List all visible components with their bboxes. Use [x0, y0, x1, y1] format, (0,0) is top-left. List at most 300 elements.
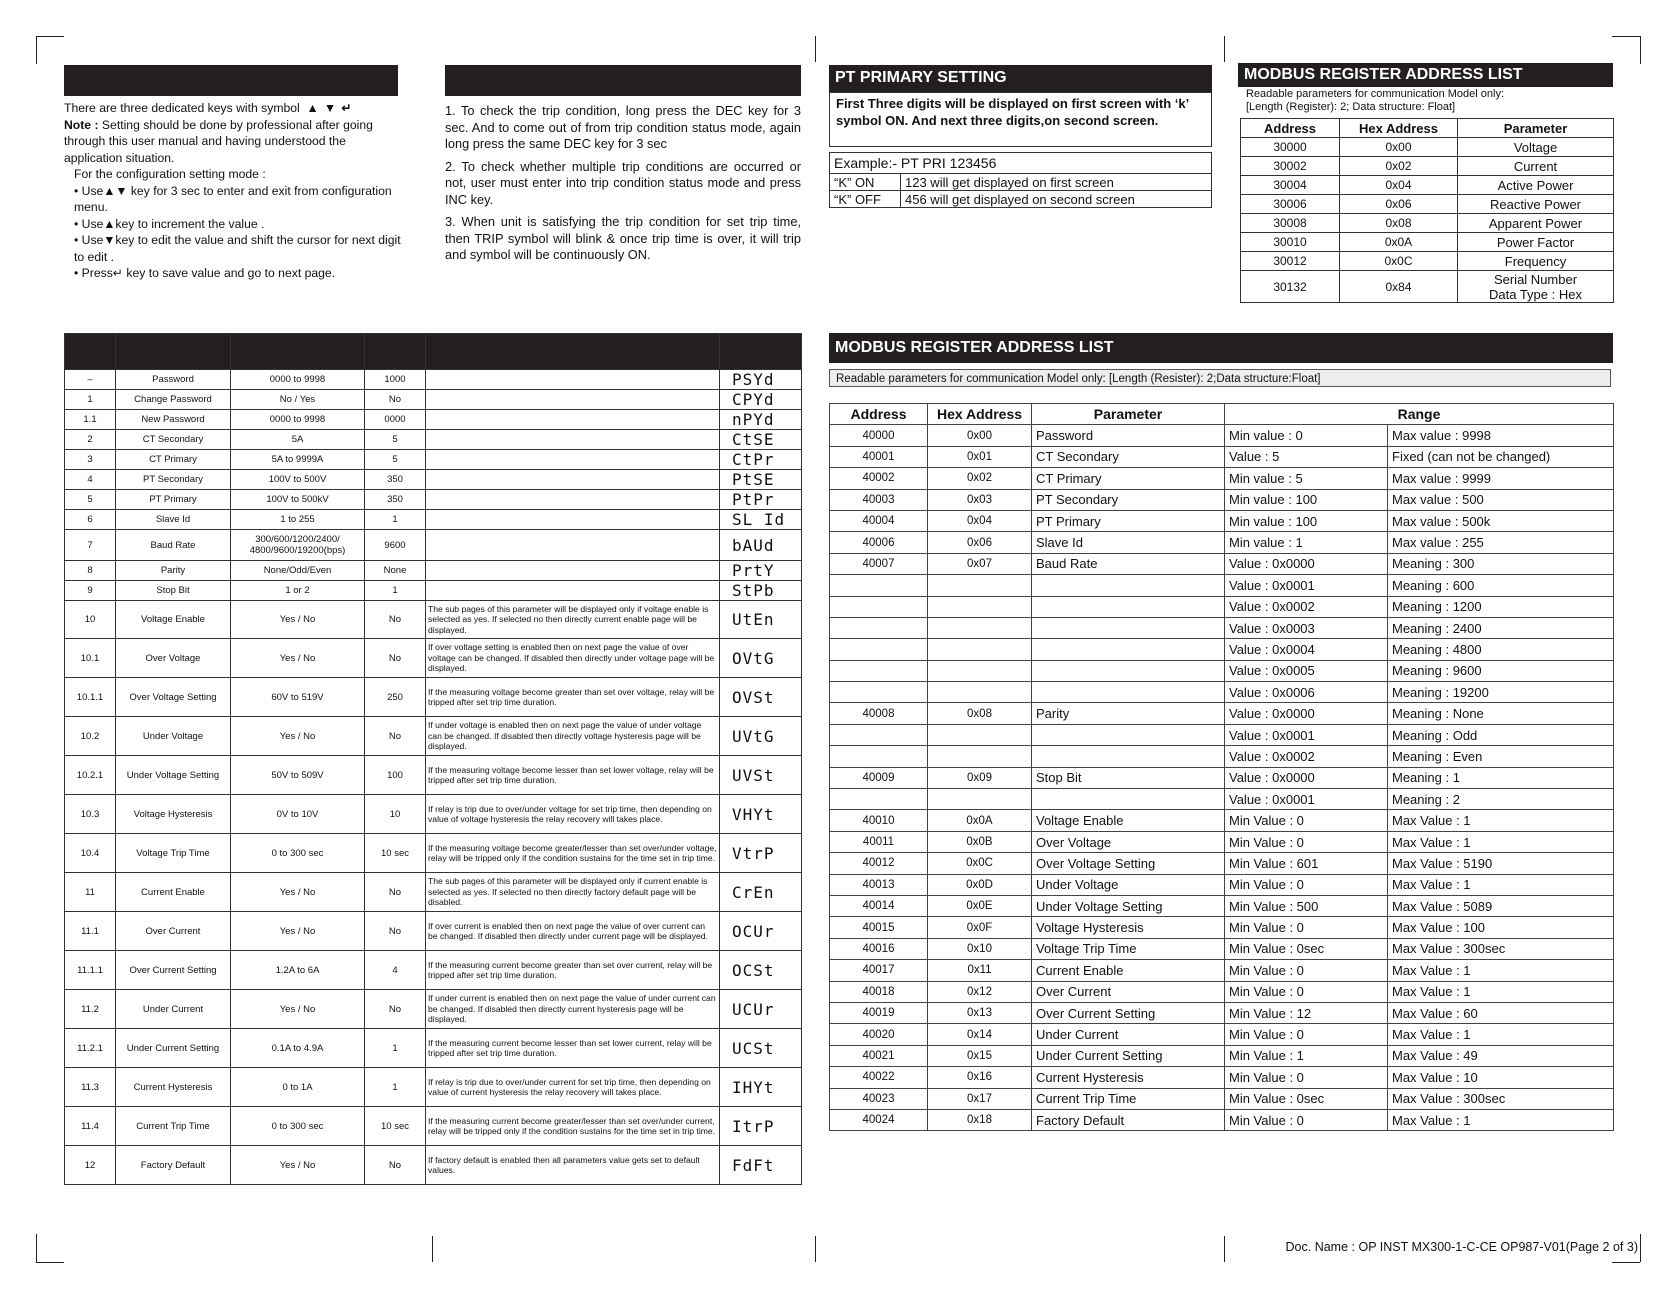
- hex-cell: 0x02: [928, 468, 1032, 489]
- trip-paragraph: 2. To check whether multiple trip conditions are occurred or not, user must enter into trip condition status mode and press INC key.: [445, 158, 801, 207]
- default-cell: No: [365, 912, 426, 951]
- table-row: [65, 951, 802, 990]
- display-code-cell: UCUr: [720, 990, 802, 1029]
- parameter-cell: Factory Default: [116, 1146, 231, 1185]
- address-cell: 30000: [1241, 138, 1340, 157]
- hex-cell: [928, 724, 1032, 745]
- range-cell: 0 to 1A: [231, 1068, 365, 1107]
- display-code-cell: SL Id: [720, 510, 802, 530]
- display-code-cell: PtPr: [720, 490, 802, 510]
- parameter-cell: [1458, 214, 1614, 233]
- table-row: [830, 510, 1614, 531]
- range-max-cell: Max Value : 1: [1388, 810, 1614, 831]
- table-row: [65, 601, 802, 639]
- serial-cell: 1: [65, 390, 116, 410]
- doc-name-footer: Doc. Name : OP INST MX300-1-C-CE OP987-V01(Page 2 of 3): [1285, 1240, 1638, 1254]
- range-min-cell: Value : 0x0000: [1225, 703, 1388, 724]
- hex-cell: 0x0A: [928, 810, 1032, 831]
- address-cell: 40024: [830, 1109, 928, 1130]
- address-cell: 40019: [830, 1002, 928, 1023]
- parameter-cell: Under Current Setting: [116, 1029, 231, 1068]
- default-cell: 0000: [365, 410, 426, 430]
- parameter-cell: [1032, 575, 1225, 596]
- parameter-cell: [1032, 746, 1225, 767]
- table-row: [65, 1068, 802, 1107]
- display-code-cell: UVSt: [720, 756, 802, 795]
- range-max-cell: Max Value : 100: [1388, 917, 1614, 938]
- address-cell: [830, 746, 928, 767]
- bullet-item: • Use▲▼ key for 3 sec to enter and exit from configuration menu.: [74, 183, 392, 214]
- hex-cell: 0x0B: [928, 831, 1032, 852]
- default-cell: 350: [365, 470, 426, 490]
- table-row: [830, 1109, 1614, 1130]
- display-code-cell: OCUr: [720, 912, 802, 951]
- default-cell: No: [365, 717, 426, 756]
- hex-cell: 0x03: [928, 489, 1032, 510]
- range-min-cell: Min value : 100: [1225, 510, 1388, 531]
- range-cell: Yes / No: [231, 1146, 365, 1185]
- address-cell: 40003: [830, 489, 928, 510]
- range-cell: Yes / No: [231, 717, 365, 756]
- config-heading: For the configuration setting mode :: [74, 167, 266, 181]
- parameter-cell: [1458, 233, 1614, 252]
- serial-cell: 11.2.1: [65, 1029, 116, 1068]
- range-max-cell: Max Value : 300sec: [1388, 1088, 1614, 1109]
- table-row: [65, 581, 802, 601]
- range-cell: 0 to 300 sec: [231, 1107, 365, 1146]
- table-row: [830, 425, 1614, 446]
- table-row: [1241, 271, 1614, 303]
- hex-cell: [928, 660, 1032, 681]
- serial-cell: 10.2: [65, 717, 116, 756]
- parameter-cell: [1032, 596, 1225, 617]
- pt-state: “K” ON: [830, 174, 901, 191]
- description-cell: If factory default is enabled then all parameters value gets set to default values.: [426, 1146, 720, 1185]
- display-code-cell: VtrP: [720, 834, 802, 873]
- parameter-cell: CT Primary: [116, 450, 231, 470]
- range-min-cell: Min Value : 1: [1225, 1045, 1388, 1066]
- table-row: [830, 682, 1614, 703]
- serial-cell: 10.3: [65, 795, 116, 834]
- hex-cell: 0x0E: [928, 895, 1032, 916]
- range-cell: 100V to 500kV: [231, 490, 365, 510]
- table-row: [830, 617, 1614, 638]
- parameter-cell: PT Secondary: [1032, 489, 1225, 510]
- fold-mark: [432, 1236, 433, 1262]
- table-row: [65, 834, 802, 873]
- address-cell: 40009: [830, 767, 928, 788]
- range-max-cell: Meaning : Odd: [1388, 724, 1614, 745]
- pt-state: “K” OFF: [830, 191, 901, 208]
- hex-cell: 0x08: [1340, 214, 1458, 233]
- trip-section: [445, 103, 801, 264]
- range-min-cell: Value : 0x0005: [1225, 660, 1388, 681]
- pt-example: Example:- PT PRI 123456: [830, 153, 1212, 174]
- display-code-cell: OCSt: [720, 951, 802, 990]
- table-row: [65, 990, 802, 1029]
- serial-cell: 5: [65, 490, 116, 510]
- default-cell: 350: [365, 490, 426, 510]
- serial-cell: 6: [65, 510, 116, 530]
- default-cell: 1: [365, 581, 426, 601]
- display-code-cell: nPYd: [720, 410, 802, 430]
- address-cell: [830, 789, 928, 810]
- description-cell: If over voltage setting is enabled then on next page the value of over voltage can be changed. If disabled then directly under voltage page will be displayed.: [426, 639, 720, 678]
- column-header: Address: [830, 404, 928, 425]
- range-min-cell: Min Value : 0: [1225, 1067, 1388, 1088]
- parameter-cell: [1458, 138, 1614, 157]
- parameter-cell: Voltage Hysteresis: [1032, 917, 1225, 938]
- bullet-item: • Press↵ key to save value and go to next page.: [74, 266, 336, 280]
- parameter-cell: Password: [116, 370, 231, 390]
- range-cell: 5A: [231, 430, 365, 450]
- range-min-cell: Min value : 5: [1225, 468, 1388, 489]
- range-max-cell: Meaning : 19200: [1388, 682, 1614, 703]
- address-cell: 40022: [830, 1067, 928, 1088]
- range-min-cell: Value : 0x0002: [1225, 596, 1388, 617]
- hex-cell: [928, 639, 1032, 660]
- hex-cell: 0x00: [928, 425, 1032, 446]
- range-cell: 50V to 509V: [231, 756, 365, 795]
- modbus-small-note: [1246, 88, 1504, 114]
- display-code-cell: PrtY: [720, 561, 802, 581]
- serial-cell: 11.3: [65, 1068, 116, 1107]
- hex-cell: 0x01: [928, 446, 1032, 467]
- table-row: [830, 575, 1614, 596]
- modbus-small-note-line: [Length (Register): 2; Data structure: Float]: [1246, 101, 1456, 113]
- table-row: [65, 795, 802, 834]
- table-row: [65, 1107, 802, 1146]
- default-cell: No: [365, 390, 426, 410]
- range-min-cell: Min Value : 0: [1225, 917, 1388, 938]
- range-max-cell: Meaning : 9600: [1388, 660, 1614, 681]
- range-min-cell: Min value : 100: [1225, 489, 1388, 510]
- trip-paragraph: 3. When unit is satisfying the trip condition for set trip time, then TRIP symbol will blink & once trip time is over, it will trip and symbol will be continuously ON.: [445, 214, 801, 262]
- table-row: [830, 660, 1614, 681]
- hex-cell: 0x17: [928, 1088, 1032, 1109]
- table-row: [65, 561, 802, 581]
- default-cell: 1: [365, 1029, 426, 1068]
- parameter-cell: [1032, 617, 1225, 638]
- header-cell: [365, 334, 426, 370]
- range-cell: 0000 to 9998: [231, 410, 365, 430]
- display-code-cell: FdFt: [720, 1146, 802, 1185]
- default-cell: 1000: [365, 370, 426, 390]
- column-header: Parameter: [1032, 404, 1225, 425]
- range-max-cell: Max value : 9998: [1388, 425, 1614, 446]
- default-cell: 9600: [365, 530, 426, 561]
- table-row: [830, 596, 1614, 617]
- display-code-cell: PtSE: [720, 470, 802, 490]
- serial-cell: 2: [65, 430, 116, 450]
- address-cell: 30004: [1241, 176, 1340, 195]
- default-cell: 4: [365, 951, 426, 990]
- hex-cell: 0x0A: [1340, 233, 1458, 252]
- parameter-cell: Under Current: [116, 990, 231, 1029]
- range-min-cell: Value : 0x0003: [1225, 617, 1388, 638]
- description-cell: If under voltage is enabled then on next page the value of under voltage can be changed. If disabled then directly voltage hysteresis page will be displayed.: [426, 717, 720, 756]
- table-row: [1241, 176, 1614, 195]
- range-max-cell: Meaning : 1200: [1388, 596, 1614, 617]
- default-cell: 10 sec: [365, 1107, 426, 1146]
- header-cell: [720, 334, 802, 370]
- serial-cell: 12: [65, 1146, 116, 1185]
- description-cell: If the measuring current become greater than set over current, relay will be tripped after set trip time duration.: [426, 951, 720, 990]
- table-row: [830, 489, 1614, 510]
- hex-cell: [928, 617, 1032, 638]
- modbus-small-table: [1240, 118, 1614, 303]
- parameter-cell: Stop Bit: [116, 581, 231, 601]
- column-header: Hex Address: [1340, 119, 1458, 138]
- table-row: [65, 873, 802, 912]
- table-row: [65, 510, 802, 530]
- display-code-cell: OVSt: [720, 678, 802, 717]
- keys-section: [64, 100, 404, 282]
- trip-section-header-bar: [445, 65, 801, 96]
- description-cell: [426, 561, 720, 581]
- table-row: [830, 981, 1614, 1002]
- description-cell: If relay is trip due to over/under current for set trip time, then depending on value of current hysteresis the relay recovery will takes place.: [426, 1068, 720, 1107]
- hex-cell: 0x10: [928, 938, 1032, 959]
- serial-cell: 11.1.1: [65, 951, 116, 990]
- range-max-cell: Max Value : 5190: [1388, 853, 1614, 874]
- table-row: [65, 1146, 802, 1185]
- pt-primary-description: First Three digits will be displayed on first screen with ‘k’ symbol ON. And next three digits,on second screen.: [836, 96, 1189, 128]
- table-row: [830, 1002, 1614, 1023]
- range-max-cell: Max Value : 1: [1388, 981, 1614, 1002]
- hex-cell: 0x0D: [928, 874, 1032, 895]
- hex-cell: 0x18: [928, 1109, 1032, 1130]
- serial-cell: 9: [65, 581, 116, 601]
- address-cell: 40011: [830, 831, 928, 852]
- range-cell: None/Odd/Even: [231, 561, 365, 581]
- fold-mark: [1224, 36, 1225, 62]
- hex-cell: 0x11: [928, 960, 1032, 981]
- parameter-cell: Over Voltage Setting: [116, 678, 231, 717]
- header-cell: [231, 334, 365, 370]
- address-cell: 30008: [1241, 214, 1340, 233]
- modbus-large-table: [829, 403, 1614, 1131]
- range-cell: 1.2A to 6A: [231, 951, 365, 990]
- address-cell: 40008: [830, 703, 928, 724]
- parameter-cell: Current Trip Time: [1032, 1088, 1225, 1109]
- serial-cell: 8: [65, 561, 116, 581]
- description-cell: If under current is enabled then on next page the value of under current can be changed. If disabled then directly current hysteresis page will be displayed.: [426, 990, 720, 1029]
- hex-cell: 0x14: [928, 1024, 1032, 1045]
- parameter-cell: Over Current: [1032, 981, 1225, 1002]
- display-code-cell: StPb: [720, 581, 802, 601]
- range-min-cell: Value : 0x0000: [1225, 767, 1388, 788]
- range-min-cell: Min Value : 0: [1225, 981, 1388, 1002]
- table-row: [830, 1067, 1614, 1088]
- range-min-cell: Min Value : 0: [1225, 960, 1388, 981]
- range-min-cell: Min Value : 0: [1225, 874, 1388, 895]
- range-max-cell: Max Value : 1: [1388, 831, 1614, 852]
- header-cell: [116, 334, 231, 370]
- parameter-cell: Under Current Setting: [1032, 1045, 1225, 1066]
- hex-cell: [928, 682, 1032, 703]
- bullet-item: • Use▼key to edit the value and shift the cursor for next digit to edit .: [74, 233, 401, 264]
- range-min-cell: Min Value : 0: [1225, 1024, 1388, 1045]
- range-cell: 0.1A to 4.9A: [231, 1029, 365, 1068]
- table-row: [65, 370, 802, 390]
- address-cell: 40013: [830, 874, 928, 895]
- parameter-cell: Baud Rate: [116, 530, 231, 561]
- address-cell: 40002: [830, 468, 928, 489]
- modbus-small-title: MODBUS REGISTER ADDRESS LIST: [1238, 63, 1613, 87]
- table-row: [65, 390, 802, 410]
- serial-cell: 10.2.1: [65, 756, 116, 795]
- table-row: [65, 450, 802, 470]
- trip-paragraph: 1. To check the trip condition, long press the DEC key for 3 sec. And to come out of from trip condition status mode, again long press the same DEC key for 3 sec: [445, 103, 801, 151]
- description-cell: [426, 581, 720, 601]
- range-max-cell: Max Value : 1: [1388, 960, 1614, 981]
- description-cell: [426, 410, 720, 430]
- table-row: [830, 853, 1614, 874]
- parameter-cell: Slave Id: [1032, 532, 1225, 553]
- range-min-cell: Value : 0x0000: [1225, 553, 1388, 574]
- display-code-cell: IHYt: [720, 1068, 802, 1107]
- parameter-cell: [1458, 252, 1614, 271]
- hex-cell: 0x04: [928, 510, 1032, 531]
- parameter-cell: Current Enable: [1032, 960, 1225, 981]
- pt-state-text: 123 will get displayed on first screen: [901, 174, 1212, 191]
- range-min-cell: Min Value : 12: [1225, 1002, 1388, 1023]
- table-row: [65, 639, 802, 678]
- hex-cell: 0x09: [928, 767, 1032, 788]
- table-row: [830, 895, 1614, 916]
- serial-cell: 11: [65, 873, 116, 912]
- description-cell: If over current is enabled then on next page the value of over current can be changed. If disabled then directly under current page will be displayed.: [426, 912, 720, 951]
- table-row: [1241, 233, 1614, 252]
- parameter-cell: Under Voltage: [116, 717, 231, 756]
- serial-cell: 10.1: [65, 639, 116, 678]
- parameter-text: Power Factor: [1496, 234, 1575, 250]
- range-cell: 0 to 300 sec: [231, 834, 365, 873]
- crop-mark: [1640, 1234, 1641, 1262]
- default-cell: 250: [365, 678, 426, 717]
- range-cell: No / Yes: [231, 390, 365, 410]
- address-cell: [830, 724, 928, 745]
- parameter-cell: [1458, 157, 1614, 176]
- serial-cell: 10.4: [65, 834, 116, 873]
- parameter-cell: Voltage Trip Time: [1032, 938, 1225, 959]
- range-min-cell: Min value : 1: [1225, 532, 1388, 553]
- fold-mark: [815, 36, 816, 62]
- table-row: [65, 470, 802, 490]
- address-cell: 40007: [830, 553, 928, 574]
- table-row: [830, 1045, 1614, 1066]
- display-code-cell: bAUd: [720, 530, 802, 561]
- table-row: [65, 912, 802, 951]
- address-cell: [830, 660, 928, 681]
- display-code-cell: UCSt: [720, 1029, 802, 1068]
- display-code-cell: ItrP: [720, 1107, 802, 1146]
- address-cell: 40006: [830, 532, 928, 553]
- display-code-cell: OVtG: [720, 639, 802, 678]
- hex-cell: 0x0F: [928, 917, 1032, 938]
- address-cell: 40010: [830, 810, 928, 831]
- hex-cell: 0x08: [928, 703, 1032, 724]
- parameter-cell: [1032, 682, 1225, 703]
- table-row: [1241, 252, 1614, 271]
- table-row: [830, 810, 1614, 831]
- address-cell: [830, 596, 928, 617]
- range-max-cell: Max Value : 10: [1388, 1067, 1614, 1088]
- parameter-text: Current: [1513, 158, 1558, 174]
- parameter-cell: Over Voltage: [1032, 831, 1225, 852]
- range-min-cell: Min Value : 0sec: [1225, 938, 1388, 959]
- range-max-cell: Max Value : 1: [1388, 874, 1614, 895]
- display-code-cell: PSYd: [720, 370, 802, 390]
- address-cell: [830, 682, 928, 703]
- keys-intro: There are three dedicated keys with symbol ▲ ▼ ↵: [64, 101, 353, 115]
- range-cell: 60V to 519V: [231, 678, 365, 717]
- fold-mark: [815, 1236, 816, 1262]
- description-cell: [426, 530, 720, 561]
- range-cell: 100V to 500V: [231, 470, 365, 490]
- range-cell: Yes / No: [231, 912, 365, 951]
- address-cell: 40004: [830, 510, 928, 531]
- display-code-cell: UVtG: [720, 717, 802, 756]
- serial-cell: 1.1: [65, 410, 116, 430]
- modbus-large-title: MODBUS REGISTER ADDRESS LIST: [829, 333, 1613, 363]
- address-cell: 40017: [830, 960, 928, 981]
- parameter-cell: Baud Rate: [1032, 553, 1225, 574]
- hex-cell: 0x0C: [1340, 252, 1458, 271]
- range-cell: Yes / No: [231, 990, 365, 1029]
- table-row: [830, 724, 1614, 745]
- description-cell: [426, 490, 720, 510]
- table-row: [65, 430, 802, 450]
- serial-cell: 11.2: [65, 990, 116, 1029]
- range-max-cell: Max Value : 300sec: [1388, 938, 1614, 959]
- description-cell: [426, 450, 720, 470]
- parameter-cell: Under Current: [1032, 1024, 1225, 1045]
- range-cell: Yes / No: [231, 639, 365, 678]
- parameter-cell: [1032, 660, 1225, 681]
- description-cell: [426, 430, 720, 450]
- serial-cell: 7: [65, 530, 116, 561]
- range-min-cell: Min Value : 601: [1225, 853, 1388, 874]
- parameter-cell: CT Primary: [1032, 468, 1225, 489]
- crop-mark: [36, 36, 64, 37]
- address-cell: 40018: [830, 981, 928, 1002]
- parameter-cell: CT Secondary: [1032, 446, 1225, 467]
- range-min-cell: Value : 0x0001: [1225, 724, 1388, 745]
- parameter-cell: [1458, 271, 1614, 303]
- parameter-cell: PT Secondary: [116, 470, 231, 490]
- column-header: Range: [1225, 404, 1614, 425]
- hex-cell: 0x13: [928, 1002, 1032, 1023]
- table-row: [830, 874, 1614, 895]
- table-row: [830, 703, 1614, 724]
- range-min-cell: Min Value : 0: [1225, 831, 1388, 852]
- range-min-cell: Min Value : 0sec: [1225, 1088, 1388, 1109]
- parameter-cell: Voltage Enable: [116, 601, 231, 639]
- crop-mark: [1612, 36, 1640, 37]
- display-code-cell: CtPr: [720, 450, 802, 470]
- range-min-cell: Value : 0x0004: [1225, 639, 1388, 660]
- parameter-cell: Voltage Trip Time: [116, 834, 231, 873]
- table-row: [830, 831, 1614, 852]
- parameter-cell: New Password: [116, 410, 231, 430]
- default-cell: 1: [365, 510, 426, 530]
- table-row: [830, 789, 1614, 810]
- parameter-cell: Under Voltage Setting: [116, 756, 231, 795]
- default-cell: No: [365, 873, 426, 912]
- default-cell: 5: [365, 450, 426, 470]
